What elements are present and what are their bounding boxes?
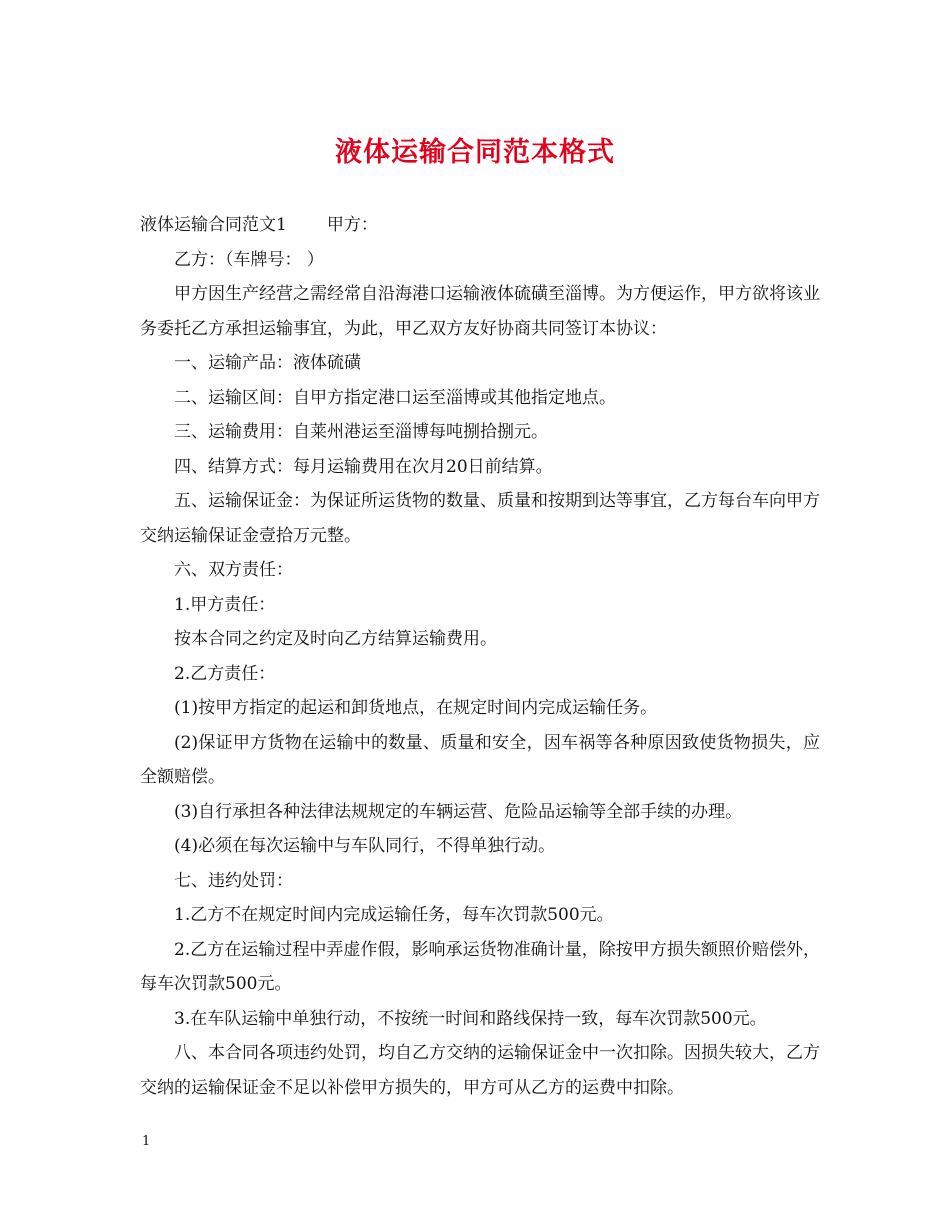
paragraph-clause-7: 七、违约处罚： xyxy=(174,870,293,891)
paragraph-clause-3: 三、运输费用：自莱州港运至淄博每吨捌拾捌元。 xyxy=(174,422,548,442)
paragraph-clause-2: 二、运输区间：自甲方指定港口运至淄博或其他指定地点。 xyxy=(174,387,616,408)
paragraph-party-b: 乙方：（车牌号： ） xyxy=(174,249,324,270)
paragraph-clause-5: 五、运输保证金：为保证所运货物的数量、质量和按期到达等事宜，乙方每台车向甲方交纳运输保证金壹拾万元整。 xyxy=(140,491,820,546)
paragraph-party-b-duty-2: (2)保证甲方货物在运输中的数量、质量和安全，因车祸等各种原因致使货物损失，应全额赔偿。 xyxy=(140,732,820,787)
paragraph-clause-8: 八、本合同各项违约处罚，均自乙方交纳的运输保证金中一次扣除。因损失较大，乙方交纳的运输保证金不足以补偿甲方损失的，甲方可从乙方的运费中扣除。 xyxy=(140,1043,820,1098)
paragraph-penalty-2: 2.乙方在运输过程中弄虚作假，影响承运货物准确计量，除按甲方损失额照价赔偿外，每车次罚款500元。 xyxy=(140,939,820,994)
first-line xyxy=(140,208,820,243)
page-number: 1 xyxy=(142,1134,151,1149)
document-subtitle: 液体运输合同范文1 xyxy=(140,215,287,235)
paragraph-party-b-duty-4: (4)必须在每次运输中与车队同行，不得单独行动。 xyxy=(174,836,556,856)
paragraph-party-a-duty: 按本合同之约定及时向乙方结算运输费用。 xyxy=(174,629,497,649)
document-body xyxy=(140,208,820,1105)
party-a-label: 甲方： xyxy=(326,215,378,235)
paragraph-clause-6: 六、双方责任： xyxy=(174,560,293,580)
paragraph-party-a-duty-heading: 1.甲方责任： xyxy=(174,594,276,615)
paragraph-clause-1: 一、运输产品：液体硫磺 xyxy=(174,353,361,373)
document-title: 液体运输合同范本格式 xyxy=(335,137,615,168)
paragraph-party-b-duty-3: (3)自行承担各种法律法规规定的车辆运营、危险品运输等全部手续的办理。 xyxy=(174,801,743,822)
paragraph-party-b-duty-1: (1)按甲方指定的起运和卸货地点，在规定时间内完成运输任务。 xyxy=(174,698,658,718)
paragraph-clause-4: 四、结算方式：每月运输费用在次月20日前结算。 xyxy=(174,456,553,477)
paragraph-intro: 甲方因生产经营之需经常自沿海港口运输液体硫磺至淄博。为方便运作，甲方欲将该业务委托乙方承担运输事宜，为此，甲乙双方友好协商共同签订本协议： xyxy=(140,284,820,339)
paragraph-penalty-3: 3.在车队运输中单独行动，不按统一时间和路线保持一致，每车次罚款500元。 xyxy=(174,1008,767,1029)
paragraph-penalty-1: 1.乙方不在规定时间内完成运输任务，每车次罚款500元。 xyxy=(174,905,614,925)
paragraph-party-b-duty-heading: 2.乙方责任： xyxy=(174,663,276,684)
